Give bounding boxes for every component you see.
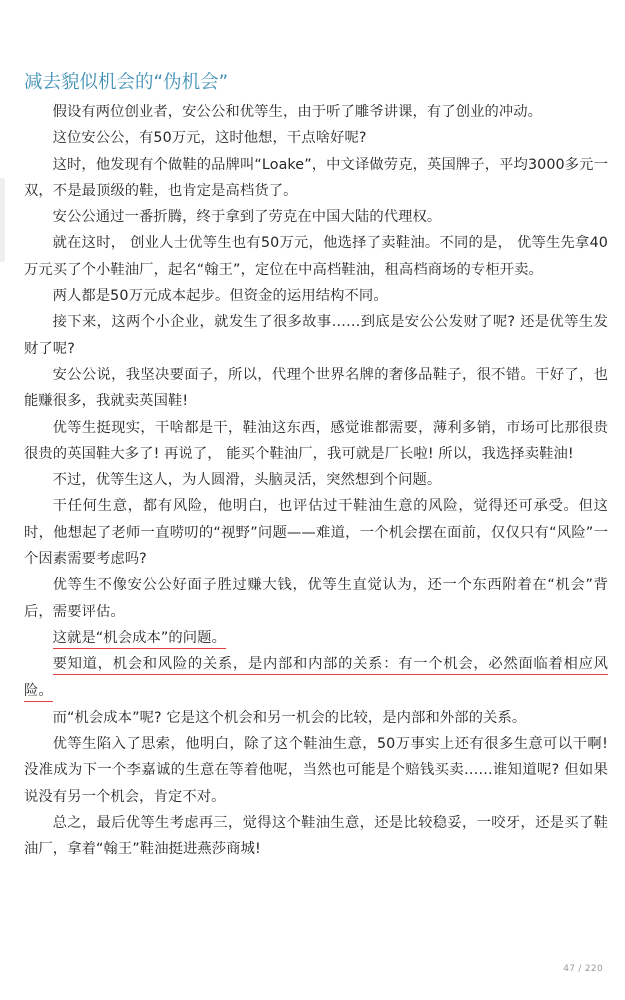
paragraph: 假设有两位创业者，安公公和优等生，由于听了雕爷讲课，有了创业的冲动。	[52, 104, 543, 120]
paragraph: 干任何生意，都有风险，他明白，也评估过干鞋油生意的风险，觉得还可承受。但这时，他想起了老师一直唠叨的“视野”问题——难道，一个机会摆在面前，仅仅只有“风险”一个因素需要考虑吗?	[24, 498, 608, 568]
paragraph: 这时，他发现有个做鞋的品牌叫“Loake”，中文译做劳克，英国牌子，平均3000多元一双，不是最顶级的鞋，也肯定是高档货了。	[24, 156, 608, 199]
page-content	[24, 70, 608, 863]
paragraph: 安公公通过一番折腾，终于拿到了劳克在中国大陆的代理权。	[52, 209, 442, 226]
highlight-underline[interactable]: 要知道，机会和风险的关系，是内部和内部的关系：有一个机会，必然面临着相应风险。	[24, 656, 608, 701]
highlighted-paragraph[interactable]	[24, 625, 608, 651]
side-drawer-handle[interactable]	[0, 178, 5, 262]
page-indicator: 47 / 220	[563, 964, 603, 974]
paragraph: 这位安公公，有50万元，这时他想，干点啥好呢?	[52, 130, 367, 147]
paragraph: 安公公说，我坚决要面子，所以，代理个世界名牌的奢侈品鞋子，很不错。干好了，也能赚很多，我就卖英国鞋!	[24, 366, 608, 410]
paragraph: 接下来，这两个小企业，就发生了很多故事……到底是安公公发财了呢? 还是优等生发财了呢?	[24, 314, 608, 357]
paragraph: 不过，优等生这人，为人圆滑，头脑灵活，突然想到个问题。	[52, 472, 442, 489]
paragraph: 两人都是50万元成本起步。但资金的运用结构不同。	[52, 288, 388, 305]
paragraph: 就在这时， 创业人士优等生也有50万元，他选择了卖鞋油。不同的是， 优等生先拿40万元买了个小鞋油厂，起名“翰王”，定位在中高档鞋油，租高档商场的专柜开卖。	[24, 235, 608, 278]
paragraph: 而“机会成本”呢? 它是这个机会和另一机会的比较，是内部和外部的关系。	[52, 709, 527, 726]
paragraph: 优等生陷入了思索，他明白，除了这个鞋油生意，50万事实上还有很多生意可以干啊! 没准成为下一个李嘉诚的生意在等着他呢，当然也可能是个赔钱买卖……谁知道呢? 但如果说没有另一个机会，肯定不对。	[24, 736, 608, 805]
chapter-title: 减去貌似机会的“伪机会”	[24, 72, 229, 93]
paragraph: 优等生不像安公公好面子胜过赚大钱，优等生直觉认为，还一个东西附着在“机会”背后，需要评估。	[24, 577, 608, 620]
highlighted-paragraph[interactable]	[24, 651, 608, 704]
paragraph: 总之，最后优等生考虑再三，觉得这个鞋油生意，还是比较稳妥，一咬牙，还是买了鞋油厂，拿着“翰王”鞋油挺进燕莎商城!	[24, 815, 608, 858]
paragraph: 优等生挺现实，干啥都是干，鞋油这东西，感觉谁都需要，薄利多销，市场可比那很贵很贵的英国鞋大多了! 再说了， 能买个鞋油厂，我可就是厂长啦! 所以，我选择卖鞋油!	[24, 419, 608, 462]
highlight-underline[interactable]: 这就是“机会成本”的问题。	[53, 630, 226, 649]
